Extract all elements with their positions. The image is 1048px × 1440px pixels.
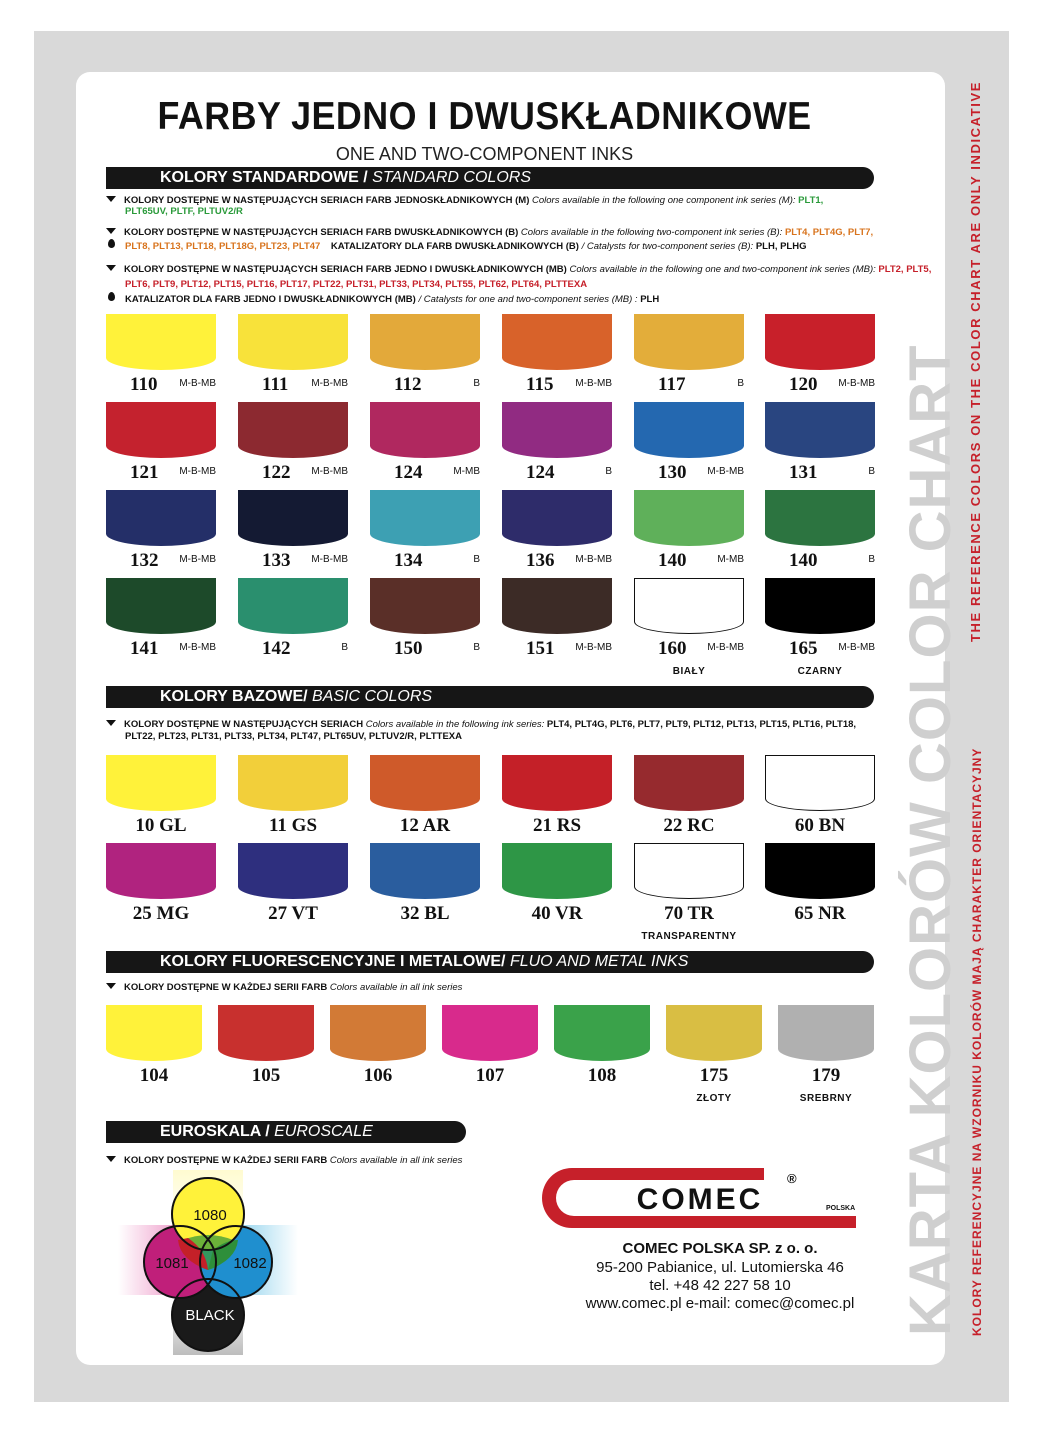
- swatch-code: 10 GL: [135, 815, 187, 836]
- swatch-fill: [370, 402, 480, 458]
- triangle-bullet-icon: [106, 196, 116, 202]
- swatch-code: 40 VR: [531, 903, 583, 924]
- color-swatch: [666, 1005, 762, 1061]
- note-code: (B): [505, 227, 519, 238]
- swatch-series: M-B-MB: [838, 642, 875, 653]
- swatch-series: B: [473, 642, 480, 653]
- swatch-code: 133: [262, 550, 291, 571]
- side-note-en: THE REFERENCE COLORS ON THE COLOR CHART ARE ONLY INDICATIVE: [968, 81, 983, 642]
- comec-logo: [534, 1165, 859, 1231]
- color-swatch: [634, 314, 744, 370]
- color-swatch: [238, 578, 348, 634]
- swatch-code: 70 TR: [664, 903, 714, 924]
- note-text: KOLORY DOSTĘPNE W NASTĘPUJĄCYCH SERIACH FARB JEDNOSKŁADNIKOWYCH: [124, 195, 513, 206]
- logo-text: COMEC: [636, 1183, 764, 1216]
- color-swatch: [370, 843, 480, 899]
- euro-magenta-code: 1081: [155, 1255, 189, 1272]
- swatch-series: M-B-MB: [179, 554, 216, 565]
- note-catalyst: KATALIZATORY DLA FARB DWUSKŁADNIKOWYCH: [330, 241, 564, 252]
- standard-note-3: [106, 264, 931, 276]
- swatch-fill: [778, 1005, 874, 1061]
- swatch-fill: [238, 578, 348, 634]
- swatch-series: M-B-MB: [575, 554, 612, 565]
- swatch-code: 160: [658, 638, 687, 659]
- swatch-fill: [502, 843, 612, 899]
- swatch-code: 131: [789, 462, 818, 483]
- triangle-bullet-icon: [106, 1156, 116, 1162]
- swatch-fill: [765, 314, 875, 370]
- swatch-code: 21 RS: [532, 815, 582, 836]
- swatch-caption: ZŁOTY: [696, 1093, 732, 1104]
- fluo-note: [106, 982, 462, 994]
- note-code: (B): [565, 241, 579, 252]
- standard-note-1b: [125, 206, 243, 218]
- swatch-code: 136: [526, 550, 555, 571]
- color-swatch: [765, 490, 875, 546]
- euro-cyan-code: 1082: [233, 1255, 267, 1272]
- note-catalyst-value: PLH, PLHG: [755, 241, 807, 252]
- color-swatch: [238, 490, 348, 546]
- swatch-fill: [218, 1005, 314, 1061]
- swatch-series: M-B-MB: [179, 466, 216, 477]
- note-catalyst: KATALIZATOR DLA FARB JEDNO I DWUSKŁADNIKOWYCH: [125, 294, 393, 305]
- swatch-fill: [502, 755, 612, 811]
- swatch-code: 115: [526, 374, 554, 395]
- swatch-series: M-B-MB: [311, 466, 348, 477]
- note-series: PLT1,: [798, 195, 824, 206]
- swatch-series: M-MB: [717, 554, 744, 565]
- color-swatch: [634, 402, 744, 458]
- swatch-caption: CZARNY: [797, 666, 843, 677]
- color-swatch: [765, 843, 875, 899]
- swatch-code: 142: [262, 638, 291, 659]
- basic-note: [106, 719, 856, 731]
- swatch-code: 112: [394, 374, 422, 395]
- swatch-fill: [765, 402, 875, 458]
- color-swatch: [634, 755, 744, 811]
- color-swatch: [370, 314, 480, 370]
- swatch-fill: [502, 578, 612, 634]
- swatch-code: 140: [789, 550, 818, 571]
- note-text: KOLORY DOSTĘPNE W KAŻDEJ SERII FARB: [124, 982, 328, 993]
- swatch-series: B: [737, 378, 744, 389]
- note-series: PLT65UV, PLTF, PLTUV2/R: [125, 206, 243, 217]
- note-text: KOLORY DOSTĘPNE W NASTĘPUJĄCYCH SERIACH: [124, 719, 364, 730]
- triangle-bullet-icon: [106, 720, 116, 726]
- side-chart-title: KARTA KOLORÓW COLOR CHART: [898, 344, 963, 1336]
- swatch-caption: BIAŁY: [672, 666, 706, 677]
- drop-icon: [108, 239, 115, 248]
- color-swatch: [106, 402, 216, 458]
- swatch-series: M-B-MB: [311, 554, 348, 565]
- company-name-text: COMEC POLSKA SP. z o. o.: [622, 1240, 818, 1257]
- color-swatch: [370, 755, 480, 811]
- swatch-fill: [634, 402, 744, 458]
- color-swatch: [330, 1005, 426, 1061]
- euro-note: [106, 1155, 462, 1167]
- note-series: PLT6, PLT9, PLT12, PLT15, PLT16, PLT17, PLT22, PLT31, PLT33, PLT34, PLT55, PLT62, PLT64, PLTTEXA: [125, 279, 588, 290]
- swatch-fill: [370, 755, 480, 811]
- swatch-fill: [370, 843, 480, 899]
- section-standard-bar: [106, 167, 874, 189]
- page-subtitle: ONE AND TWO-COMPONENT INKS: [335, 144, 634, 164]
- color-swatch: [502, 578, 612, 634]
- section-euro-label-en: EUROSCALE: [274, 1123, 373, 1140]
- color-swatch: [634, 578, 744, 634]
- swatch-series: B: [868, 466, 875, 477]
- swatch-code: 120: [789, 374, 818, 395]
- note-en: Colors available in the following two-component ink series (B):: [520, 227, 783, 238]
- company-web: www.comec.pl e-mail: comec@comec.pl: [585, 1295, 855, 1312]
- color-swatch: [634, 490, 744, 546]
- color-swatch: [106, 490, 216, 546]
- swatch-fill: [106, 402, 216, 458]
- note-series: PLT22, PLT23, PLT31, PLT33, PLT34, PLT47, PLT65UV, PLTUV2/R, PLTTEXA: [125, 731, 462, 742]
- color-swatch: [502, 843, 612, 899]
- color-swatch: [238, 314, 348, 370]
- swatch-fill: [330, 1005, 426, 1061]
- swatch-caption: SREBRNY: [799, 1093, 853, 1104]
- swatch-code: 65 NR: [794, 903, 846, 924]
- color-swatch: [634, 843, 744, 899]
- swatch-fill: [106, 755, 216, 811]
- swatch-code: 110: [130, 374, 158, 395]
- swatch-series: B: [473, 378, 480, 389]
- color-swatch: [238, 755, 348, 811]
- swatch-fill: [238, 490, 348, 546]
- color-swatch: [554, 1005, 650, 1061]
- swatch-fill: [634, 490, 744, 546]
- swatch-fill: [106, 1005, 202, 1061]
- note-en: Colors available in all ink series: [329, 1155, 463, 1166]
- swatch-fill: [554, 1005, 650, 1061]
- side-note-pl: KOLORY REFERENCYJNE NA WZORNIKU KOLORÓW MAJĄ CHARAKTER ORIENTACYJNY: [970, 747, 984, 1336]
- note-series: PLT4, PLT4G, PLT7,: [784, 227, 874, 238]
- note-en: Colors available in all ink series: [329, 982, 463, 993]
- swatch-series: B: [341, 642, 348, 653]
- note-code: (M): [515, 195, 530, 206]
- color-swatch: [218, 1005, 314, 1061]
- euro-yellow-code: 1080: [193, 1207, 227, 1224]
- triangle-bullet-icon: [106, 983, 116, 989]
- swatch-code: 140: [658, 550, 687, 571]
- swatch-code: 32 BL: [400, 903, 450, 924]
- color-swatch: [502, 402, 612, 458]
- swatch-code: 130: [658, 462, 687, 483]
- swatch-series: M-B-MB: [575, 378, 612, 389]
- swatch-code: 117: [658, 374, 686, 395]
- swatch-series: M-B-MB: [311, 378, 348, 389]
- color-swatch: [370, 490, 480, 546]
- swatch-fill: [634, 843, 744, 899]
- swatch-fill: [442, 1005, 538, 1061]
- color-swatch: [502, 314, 612, 370]
- swatch-code: 12 AR: [399, 815, 451, 836]
- swatch-code: 124: [394, 462, 423, 483]
- section-fluo-label: KOLORY FLUORESCENCYJNE I METALOWE/: [160, 953, 506, 970]
- swatch-fill: [666, 1005, 762, 1061]
- section-standard-label: KOLORY STANDARDOWE /: [160, 169, 368, 186]
- color-swatch: [106, 1005, 202, 1061]
- color-swatch: [238, 843, 348, 899]
- swatch-code: 104: [139, 1065, 169, 1086]
- swatch-code: 151: [526, 638, 555, 659]
- swatch-code: 121: [130, 462, 159, 483]
- color-swatch: [106, 314, 216, 370]
- swatch-code: 122: [262, 462, 291, 483]
- swatch-fill: [634, 755, 744, 811]
- swatch-code: 107: [475, 1065, 505, 1086]
- swatch-series: M-MB: [453, 466, 480, 477]
- swatch-fill: [238, 843, 348, 899]
- drop-icon: [108, 292, 115, 301]
- swatch-series: M-B-MB: [707, 642, 744, 653]
- swatch-caption: TRANSPARENTNY: [641, 931, 737, 942]
- swatch-fill: [765, 578, 875, 634]
- section-basic-label: KOLORY BAZOWE/: [160, 688, 308, 705]
- note-code: (MB): [545, 264, 567, 275]
- swatch-code: 141: [130, 638, 159, 659]
- section-fluo-label-en: FLUO AND METAL INKS: [509, 953, 689, 970]
- note-text: KOLORY DOSTĘPNE W KAŻDEJ SERII FARB: [124, 1155, 328, 1166]
- triangle-bullet-icon: [106, 228, 116, 234]
- note-en: Colors available in the following one component ink series (M):: [532, 195, 796, 206]
- color-swatch: [106, 578, 216, 634]
- page-title: FARBY JEDNO I DWUSKŁADNIKOWE: [157, 95, 812, 138]
- swatch-fill: [106, 578, 216, 634]
- swatch-fill: [370, 314, 480, 370]
- swatch-series: M-B-MB: [838, 378, 875, 389]
- color-swatch: [370, 578, 480, 634]
- swatch-fill: [106, 843, 216, 899]
- swatch-code: 25 MG: [132, 903, 190, 924]
- note-en: Colors available in the following one and two-component ink series (MB):: [569, 264, 876, 275]
- swatch-series: M-B-MB: [707, 466, 744, 477]
- note-catalyst-value: PLH: [640, 294, 660, 305]
- note-series: PLT4, PLT4G, PLT6, PLT7, PLT9, PLT12, PLT13, PLT15, PLT16, PLT18,: [546, 719, 857, 730]
- basic-note-b: [125, 731, 462, 743]
- swatch-code: 60 BN: [794, 815, 846, 836]
- company-address: 95-200 Pabianice, ul. Lutomierska 46: [596, 1259, 844, 1276]
- euroscale-diagram: [118, 1170, 298, 1355]
- swatch-code: 134: [394, 550, 423, 571]
- logo-sub: POLSKA: [826, 1205, 856, 1212]
- color-swatch: [765, 314, 875, 370]
- swatch-series: M-B-MB: [179, 642, 216, 653]
- standard-note-2: [106, 227, 873, 239]
- standard-note-3c: [125, 294, 659, 306]
- section-basic-label-en: BASIC COLORS: [312, 688, 433, 705]
- logo-registered: ®: [787, 1171, 797, 1186]
- color-swatch: [370, 402, 480, 458]
- swatch-fill: [765, 755, 875, 811]
- section-fluo-bar: [106, 951, 874, 973]
- swatch-fill: [106, 490, 216, 546]
- color-swatch: [442, 1005, 538, 1061]
- swatch-code: 150: [394, 638, 423, 659]
- swatch-code: 27 VT: [268, 903, 318, 924]
- company-phone: tel. +48 42 227 58 10: [649, 1277, 791, 1294]
- swatch-series: M-B-MB: [575, 642, 612, 653]
- euro-black-label: BLACK: [185, 1307, 235, 1324]
- swatch-series: M-B-MB: [179, 378, 216, 389]
- swatch-fill: [634, 314, 744, 370]
- swatch-fill: [502, 402, 612, 458]
- section-euro-bar: [106, 1121, 466, 1143]
- color-swatch: [502, 755, 612, 811]
- note-series: PLT2, PLT5,: [878, 264, 932, 275]
- swatch-fill: [765, 843, 875, 899]
- swatch-fill: [238, 755, 348, 811]
- note-series: PLT8, PLT13, PLT18, PLT18G, PLT23, PLT47: [125, 241, 321, 252]
- note-code: (MB): [394, 294, 416, 305]
- swatch-code: 124: [526, 462, 555, 483]
- color-swatch: [502, 490, 612, 546]
- swatch-fill: [370, 490, 480, 546]
- swatch-fill: [106, 314, 216, 370]
- swatch-code: 111: [262, 374, 289, 395]
- swatch-code: 175: [699, 1065, 729, 1086]
- swatch-code: 108: [587, 1065, 617, 1086]
- swatch-fill: [238, 314, 348, 370]
- standard-note-2b: [125, 241, 806, 253]
- note-text: KOLORY DOSTĘPNE W NASTĘPUJĄCYCH SERIACH FARB DWUSKŁADNIKOWYCH: [124, 227, 503, 238]
- swatch-fill: [502, 490, 612, 546]
- swatch-series: B: [868, 554, 875, 565]
- company-name: [540, 1239, 900, 1258]
- color-swatch: [765, 755, 875, 811]
- section-standard-label-en: STANDARD COLORS: [372, 169, 531, 186]
- swatch-code: 105: [251, 1065, 281, 1086]
- swatch-code: 179: [811, 1065, 841, 1086]
- section-euro-label: EUROSKALA /: [160, 1123, 270, 1140]
- color-swatch: [106, 755, 216, 811]
- color-swatch: [106, 843, 216, 899]
- color-swatch: [765, 402, 875, 458]
- swatch-code: 132: [130, 550, 159, 571]
- swatch-code: 11 GS: [268, 815, 318, 836]
- swatch-fill: [765, 490, 875, 546]
- swatch-series: B: [605, 466, 612, 477]
- swatch-code: 106: [363, 1065, 393, 1086]
- color-swatch: [765, 578, 875, 634]
- color-swatch: [778, 1005, 874, 1061]
- swatch-fill: [238, 402, 348, 458]
- swatch-code: 165: [789, 638, 818, 659]
- swatch-fill: [634, 578, 744, 634]
- standard-note-3b: [125, 279, 587, 291]
- color-swatch: [238, 402, 348, 458]
- swatch-fill: [502, 314, 612, 370]
- note-en: / Catalysts for one and two-component series (MB) :: [418, 294, 638, 305]
- note-text: KOLORY DOSTĘPNE W NASTĘPUJĄCYCH SERIACH FARB JEDNO I DWUSKŁADNIKOWYCH: [124, 264, 544, 275]
- note-en: Colors available in the following ink series:: [365, 719, 545, 730]
- swatch-code: 22 RC: [663, 815, 715, 836]
- section-basic-bar: [106, 686, 874, 708]
- swatch-fill: [370, 578, 480, 634]
- swatch-series: B: [473, 554, 480, 565]
- note-en: / Catalysts for two-component series (B):: [581, 241, 754, 252]
- triangle-bullet-icon: [106, 265, 116, 271]
